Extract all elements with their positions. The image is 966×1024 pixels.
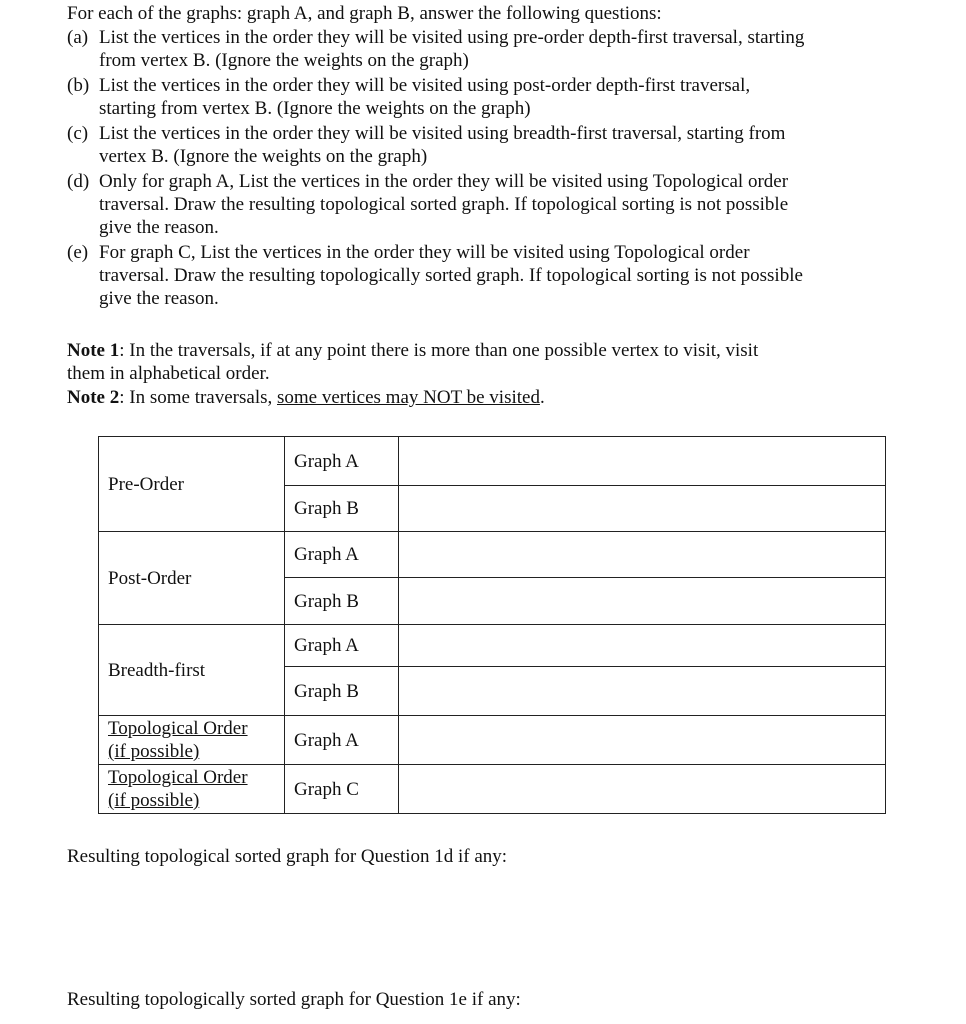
row-category: Pre-Order [99,437,285,532]
row-category: Breadth-first [99,625,285,716]
graph-label: Graph A [285,716,399,765]
row-category-line: Topological Order [108,767,248,788]
graph-label: Graph A [285,437,399,486]
question-text-line: List the vertices in the order they will be visited using pre-order depth-first traversal, starting [99,27,805,48]
question-label: (b) [67,75,90,96]
row-category-line: (if possible) [108,741,200,762]
graph-label: Graph A [285,532,399,578]
table-row [99,532,886,578]
answer-cell[interactable] [399,667,886,716]
note-1-label: Note 1 [67,340,120,361]
graph-label: Graph B [285,486,399,532]
table-row [99,716,886,765]
note-2-underlined-text: some vertices may NOT be visited [277,387,540,408]
caption-q1d: Resulting topological sorted graph for Question 1d if any: [67,846,508,867]
question-text-line: List the vertices in the order they will be visited using post-order depth-first traversal, [99,75,751,96]
answer-cell[interactable] [399,578,886,625]
table-row [99,765,886,814]
note-2-end: . [539,387,545,408]
note-2-text: : In some traversals, [119,387,277,408]
graph-label: Graph A [285,625,399,667]
answer-table [98,436,886,814]
question-label: (c) [67,123,89,144]
row-category-line: Topological Order [108,718,248,739]
caption-q1e: Resulting topologically sorted graph for Question 1e if any: [67,989,521,1010]
answer-cell[interactable] [399,486,886,532]
note-2-label: Note 2 [67,387,120,408]
graph-label: Graph C [285,765,399,814]
row-category-line: (if possible) [108,790,200,811]
question-text-line: from vertex B. (Ignore the weights on the graph) [99,50,469,71]
table-row [99,437,886,486]
question-label: (d) [67,171,90,192]
table-row [99,625,886,667]
note-1 [67,339,758,385]
question-label: (a) [67,27,89,48]
row-category: Post-Order [99,532,285,625]
answer-cell[interactable] [399,765,886,814]
question-text-line: List the vertices in the order they will be visited using breadth-first traversal, starting from [99,123,786,144]
row-category [99,765,285,814]
note-1-text: : In the traversals, if at any point there is more than one possible vertex to visit, visit [119,340,759,361]
question-text-line: give the reason. [99,217,219,238]
question-text-line: starting from vertex B. (Ignore the weights on the graph) [99,98,531,119]
answer-cell[interactable] [399,437,886,486]
answer-cell[interactable] [399,716,886,765]
graph-label: Graph B [285,578,399,625]
question-text-line: traversal. Draw the resulting topological sorted graph. If topological sorting is not possible [99,194,789,215]
graph-label: Graph B [285,667,399,716]
question-label: (e) [67,242,89,263]
row-category [99,716,285,765]
note-2 [67,386,545,409]
question-text-line: Only for graph A, List the vertices in the order they will be visited using Topological order [99,171,789,192]
question-text-line: vertex B. (Ignore the weights on the graph) [99,146,428,167]
intro-text: For each of the graphs: graph A, and graph B, answer the following questions: [67,3,662,24]
answer-cell[interactable] [399,625,886,667]
question-text-line: give the reason. [99,288,219,309]
question-text-line: traversal. Draw the resulting topologically sorted graph. If topological sorting is not possible [99,265,803,286]
answer-cell[interactable] [399,532,886,578]
question-text-line: For graph C, List the vertices in the order they will be visited using Topological order [99,242,750,263]
note-1-text-cont: them in alphabetical order. [67,363,270,384]
